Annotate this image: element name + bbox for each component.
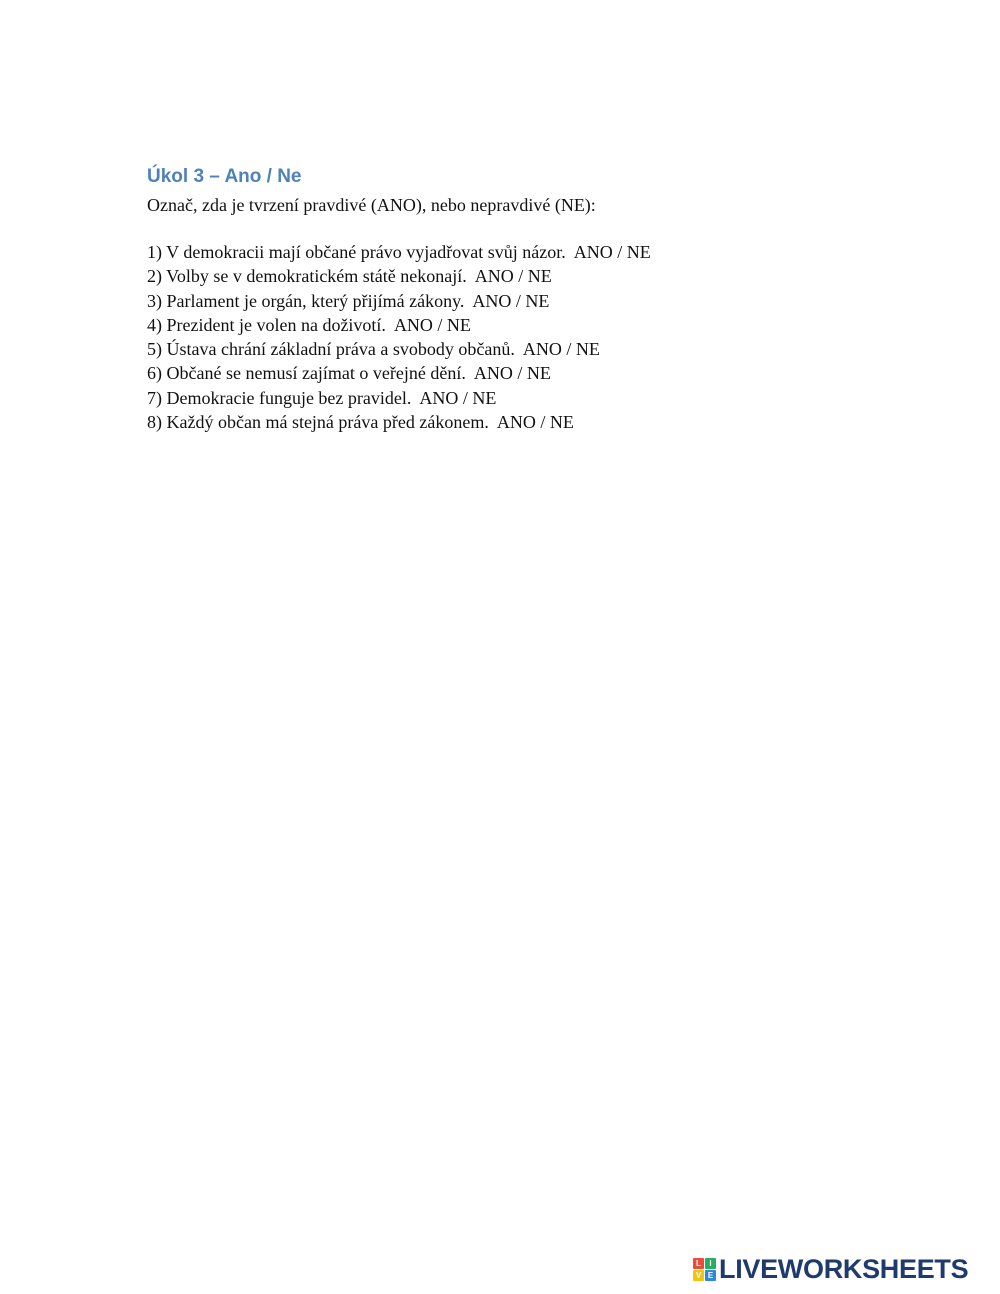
logo-tile: L <box>693 1258 704 1269</box>
logo-tile: E <box>705 1270 716 1281</box>
statement-item: 1) V demokracii mají občané právo vyjadřovat svůj názor. ANO / NE <box>147 242 651 262</box>
logo-tile: V <box>693 1270 704 1281</box>
brand-footer <box>693 1255 968 1283</box>
task-instructions: Označ, zda je tvrzení pravdivé (ANO), nebo nepravdivé (NE): <box>147 195 596 215</box>
statement-item: 8) Každý občan má stejná práva před zákonem. ANO / NE <box>147 412 574 433</box>
brand-name: LIVEWORKSHEETS <box>719 1254 969 1284</box>
statement-item: 3) Parlament je orgán, který přijímá zákony. ANO / NE <box>147 290 550 311</box>
statement-item: 7) Demokracie funguje bez pravidel. ANO / NE <box>147 387 497 408</box>
logo-tile: I <box>705 1258 716 1269</box>
statement-item: 4) Prezident je volen na doživotí. ANO / NE <box>147 314 471 335</box>
statement-item: 2) Volby se v demokratickém státě nekonají. ANO / NE <box>147 266 552 287</box>
worksheet <box>147 162 907 434</box>
statement-list <box>147 240 907 434</box>
statement-item: 5) Ústava chrání základní práva a svobody občanů. ANO / NE <box>147 339 600 360</box>
task-title: Úkol 3 – Ano / Ne <box>147 166 302 187</box>
statement-item: 6) Občané se nemusí zajímat o veřejné dění. ANO / NE <box>147 363 551 384</box>
liveworksheets-logo-icon <box>693 1258 716 1281</box>
